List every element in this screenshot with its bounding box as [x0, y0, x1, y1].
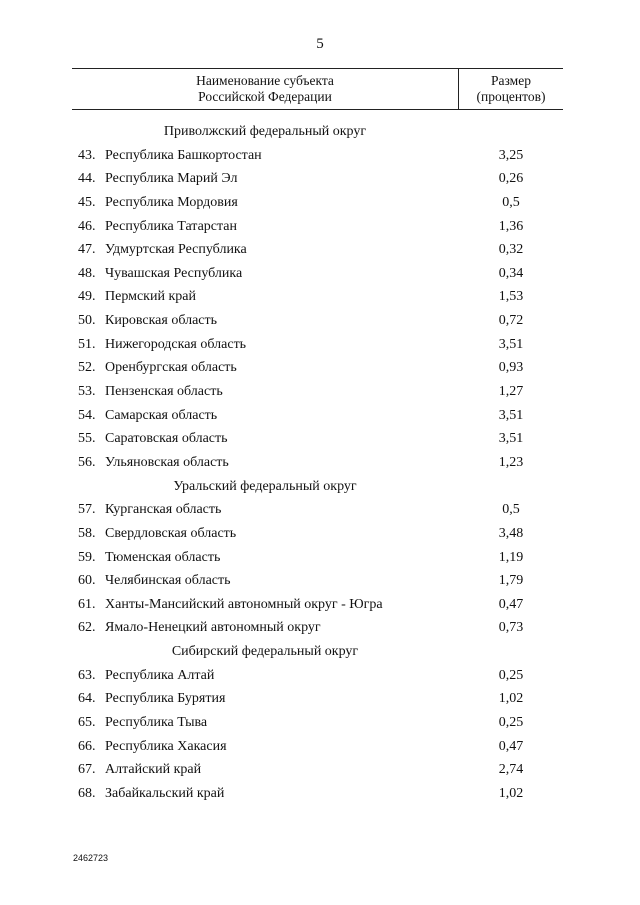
subject-name: Саратовская область: [105, 431, 228, 447]
column-header-subject-line2: Российской Федерации: [198, 89, 332, 104]
table-row: [0, 309, 640, 333]
table-row: [0, 687, 640, 711]
subject-name: Республика Мордовия: [105, 194, 238, 210]
row-number: 61.: [78, 596, 96, 612]
row-number: 58.: [78, 525, 96, 541]
row-number: 44.: [78, 171, 96, 187]
subject-name: Курганская область: [105, 502, 222, 518]
subject-name: Оренбургская область: [105, 360, 237, 376]
size-value: 3,48: [498, 525, 524, 541]
row-number: 65.: [78, 715, 96, 731]
table-header: [72, 68, 563, 110]
row-number: 68.: [78, 785, 96, 801]
subject-name: Удмуртская Республика: [105, 242, 247, 258]
table-row: [0, 404, 640, 428]
size-value: 2,74: [498, 762, 524, 778]
section-title: Приволжский федеральный округ: [163, 124, 367, 139]
row-number: 64.: [78, 691, 96, 707]
size-value: 0,72: [498, 313, 524, 329]
table-row: [0, 498, 640, 522]
size-value: 1,27: [498, 384, 524, 400]
subject-name: Пермский край: [105, 289, 196, 305]
row-number: 48.: [78, 265, 96, 281]
row-number: 62.: [78, 620, 96, 636]
table-row: [0, 333, 640, 357]
table-row: [0, 167, 640, 191]
subject-name: Ханты-Мансийский автономный округ - Югра: [105, 596, 383, 612]
size-value: 3,25: [498, 147, 524, 163]
size-value: 1,02: [498, 691, 524, 707]
subject-name: Пензенская область: [105, 384, 223, 400]
size-value: 3,51: [498, 431, 524, 447]
subject-name: Алтайский край: [105, 762, 202, 778]
table-row: [0, 262, 640, 286]
table-row: [0, 451, 640, 475]
table-row: [0, 711, 640, 735]
size-value: 3,51: [498, 407, 524, 423]
table-row: [0, 144, 640, 168]
size-value: 1,02: [498, 785, 524, 801]
row-number: 55.: [78, 431, 96, 447]
section-header-row: [0, 475, 640, 499]
size-value: 1,79: [498, 573, 524, 589]
row-number: 63.: [78, 667, 96, 683]
row-number: 60.: [78, 573, 96, 589]
subject-name: Республика Хакасия: [105, 738, 227, 754]
row-number: 45.: [78, 194, 96, 210]
subject-name: Республика Татарстан: [105, 218, 238, 234]
size-value: 1,19: [498, 549, 524, 565]
size-value: 1,53: [498, 289, 524, 305]
row-number: 66.: [78, 738, 96, 754]
subject-name: Нижегородская область: [105, 336, 247, 352]
table-body: [0, 120, 640, 806]
table-row: [0, 735, 640, 759]
size-value: 3,51: [498, 336, 524, 352]
subject-name: Чувашская Республика: [105, 265, 243, 281]
size-value: 0,5: [502, 502, 520, 518]
table-row: [0, 238, 640, 262]
page-number: 5: [316, 36, 324, 52]
table-row: [0, 546, 640, 570]
table-row: [0, 664, 640, 688]
section-title: Уральский федеральный округ: [173, 478, 357, 494]
size-value: 0,47: [498, 596, 524, 612]
row-number: 57.: [78, 502, 96, 518]
column-header-size-line2: (процентов): [476, 89, 546, 104]
size-value: 0,26: [498, 171, 524, 187]
column-header-size: [459, 73, 563, 105]
table-row: [0, 522, 640, 546]
subject-name: Кировская область: [105, 313, 218, 329]
subject-name: Самарская область: [105, 407, 218, 423]
size-value: 0,25: [498, 715, 524, 731]
subject-name: Свердловская область: [105, 525, 237, 541]
subject-name: Республика Башкортостан: [105, 147, 262, 163]
size-value: 0,47: [498, 738, 524, 754]
subject-name: Республика Марий Эл: [105, 171, 238, 187]
subject-name: Ямало-Ненецкий автономный округ: [105, 620, 321, 636]
table-row: [0, 380, 640, 404]
column-header-subject: [72, 73, 458, 105]
subject-name: Челябинская область: [105, 573, 231, 589]
size-value: 0,5: [502, 194, 520, 210]
row-number: 54.: [78, 407, 96, 423]
table-row: [0, 569, 640, 593]
table-row: [0, 782, 640, 806]
row-number: 46.: [78, 218, 96, 234]
subject-name: Республика Тыва: [105, 715, 208, 731]
table-row: [0, 191, 640, 215]
row-number: 43.: [78, 147, 96, 163]
row-number: 59.: [78, 549, 96, 565]
table-row: [0, 758, 640, 782]
column-header-size-line1: Размер: [491, 73, 531, 88]
size-value: 0,32: [498, 242, 524, 258]
row-number: 53.: [78, 384, 96, 400]
row-number: 56.: [78, 454, 96, 470]
table-row: [0, 593, 640, 617]
table-row: [0, 356, 640, 380]
size-value: 1,36: [498, 218, 524, 234]
size-value: 1,23: [498, 454, 524, 470]
subject-name: Республика Алтай: [105, 667, 215, 683]
size-value: 0,25: [498, 667, 524, 683]
row-number: 50.: [78, 313, 96, 329]
subject-name: Забайкальский край: [105, 785, 225, 801]
row-number: 47.: [78, 242, 96, 258]
column-header-subject-line1: Наименование субъекта: [196, 73, 334, 88]
size-value: 0,73: [498, 620, 524, 636]
row-number: 67.: [78, 762, 96, 778]
section-title: Сибирский федеральный округ: [171, 644, 359, 660]
subject-name: Ульяновская область: [105, 454, 229, 470]
table-row: [0, 285, 640, 309]
section-header-row: [0, 120, 640, 144]
row-number: 52.: [78, 360, 96, 376]
section-header-row: [0, 640, 640, 664]
table-row: [0, 427, 640, 451]
document-id: 2462723: [73, 853, 109, 863]
row-number: 49.: [78, 289, 96, 305]
table-row: [0, 616, 640, 640]
size-value: 0,93: [498, 360, 524, 376]
subject-name: Республика Бурятия: [105, 691, 226, 707]
size-value: 0,34: [498, 265, 524, 281]
table-row: [0, 215, 640, 239]
subject-name: Тюменская область: [105, 549, 221, 565]
row-number: 51.: [78, 336, 96, 352]
